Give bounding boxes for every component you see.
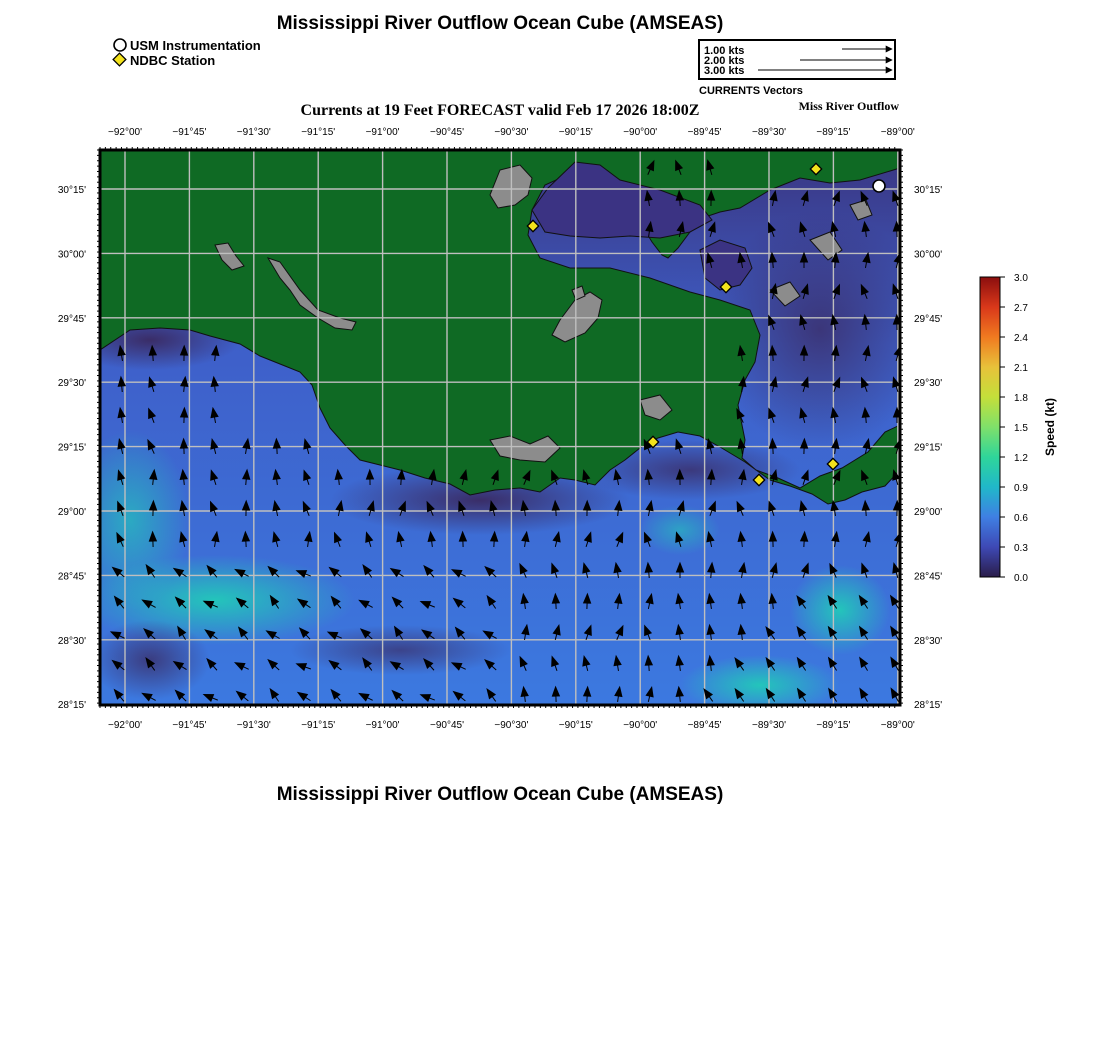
colorbar-tick-label: 2.7 (1014, 303, 1028, 314)
longitude-tick-label: −89°00' (880, 127, 915, 138)
colorbar-label: Speed (kt) (1043, 397, 1057, 457)
ndbc-legend-label: NDBC Station (130, 53, 216, 68)
station-legend (113, 38, 261, 68)
longitude-tick-label: −91°30' (236, 720, 271, 731)
longitude-tick-label: −90°15' (558, 720, 593, 731)
longitude-tick-label: −89°15' (816, 720, 851, 731)
latitude-tick-label: 28°30' (57, 635, 86, 647)
ndbc-legend-marker (113, 53, 126, 66)
vector-key-row: 3.00 kts (704, 65, 745, 77)
latitude-tick-label: 30°00' (57, 249, 86, 261)
longitude-tick-label: −90°30' (494, 720, 529, 731)
latitude-tick-label: 30°15' (57, 185, 86, 196)
current-speed-patch (790, 565, 890, 655)
longitude-tick-label: −89°30' (752, 127, 786, 138)
longitude-tick-label: −90°45' (430, 720, 464, 731)
latitude-tick-label: 28°15' (914, 700, 943, 712)
vector-key (699, 40, 895, 97)
map-subtitle: Currents at 19 Feet FORECAST valid Feb 17 2026 18:00Z (300, 102, 700, 119)
map-frame (58, 127, 942, 731)
longitude-tick-label: −92°00' (108, 127, 142, 138)
longitude-tick-label: −89°45' (687, 720, 722, 731)
longitude-tick-label: −92°00' (108, 720, 142, 731)
colorbar-tick-label: 3.0 (1014, 273, 1028, 284)
longitude-tick-label: −91°00' (365, 720, 400, 731)
current-speed-patch (70, 430, 190, 610)
latitude-tick-label: 28°30' (914, 635, 943, 647)
page-title: Mississippi River Outflow Ocean Cube (AMSEAS) (276, 13, 724, 34)
longitude-tick-label: −91°00' (365, 127, 400, 138)
colorbar-tick-label: 2.4 (1014, 333, 1028, 344)
footer-title: Mississippi River Outflow Ocean Cube (AMSEAS) (276, 784, 724, 805)
vector-key-row: 1.00 kts (704, 45, 745, 57)
region-label: Miss River Outflow (798, 99, 899, 113)
longitude-tick-label: −89°00' (880, 720, 915, 731)
latitude-tick-label: 28°15' (57, 700, 86, 712)
latitude-tick-label: 28°45' (57, 571, 86, 583)
vector-key-caption: CURRENTS Vectors (699, 85, 803, 97)
colorbar-tick-label: 1.2 (1014, 453, 1028, 464)
longitude-tick-label: −91°45' (172, 127, 207, 138)
longitude-tick-label: −89°30' (752, 720, 786, 731)
colorbar-tick-label: 0.0 (1014, 573, 1028, 584)
latitude-tick-label: 29°00' (914, 507, 943, 518)
colorbar-gradient (980, 277, 1000, 577)
usm-legend-label: USM Instrumentation (130, 38, 261, 53)
latitude-tick-label: 29°45' (57, 313, 86, 325)
colorbar-tick-label: 0.6 (1014, 513, 1028, 524)
usm-legend-marker (114, 39, 126, 51)
longitude-tick-label: −90°45' (430, 127, 464, 138)
latitude-tick-label: 29°15' (914, 442, 943, 454)
longitude-tick-label: −89°45' (687, 127, 722, 138)
longitude-tick-label: −91°30' (236, 127, 271, 138)
latitude-tick-label: 29°00' (57, 507, 86, 518)
latitude-tick-label: 28°45' (914, 571, 943, 583)
colorbar-tick-label: 2.1 (1014, 363, 1028, 374)
longitude-tick-label: −90°00' (623, 720, 658, 731)
colorbar-tick-label: 0.9 (1014, 483, 1028, 494)
latitude-tick-label: 29°30' (57, 378, 86, 390)
longitude-tick-label: −91°45' (172, 720, 207, 731)
latitude-tick-label: 30°15' (914, 185, 943, 196)
colorbar-ticks (1000, 273, 1028, 584)
usm-station-marker[interactable] (873, 180, 885, 192)
longitude-tick-label: −90°30' (494, 127, 529, 138)
longitude-tick-label: −90°15' (558, 127, 593, 138)
vector-key-row: 2.00 kts (704, 55, 745, 67)
speed-colorbar (980, 273, 1057, 584)
latitude-tick-label: 29°45' (914, 313, 943, 325)
colorbar-tick-label: 0.3 (1014, 543, 1028, 554)
longitude-tick-label: −89°15' (816, 127, 851, 138)
colorbar-tick-label: 1.5 (1014, 423, 1028, 434)
latitude-tick-label: 29°15' (57, 442, 86, 454)
colorbar-tick-label: 1.8 (1014, 393, 1028, 404)
longitude-tick-label: −91°15' (301, 127, 336, 138)
latitude-tick-label: 30°00' (914, 249, 943, 261)
latitude-tick-label: 29°30' (914, 378, 943, 390)
longitude-tick-label: −91°15' (301, 720, 336, 731)
longitude-tick-label: −90°00' (623, 127, 658, 138)
